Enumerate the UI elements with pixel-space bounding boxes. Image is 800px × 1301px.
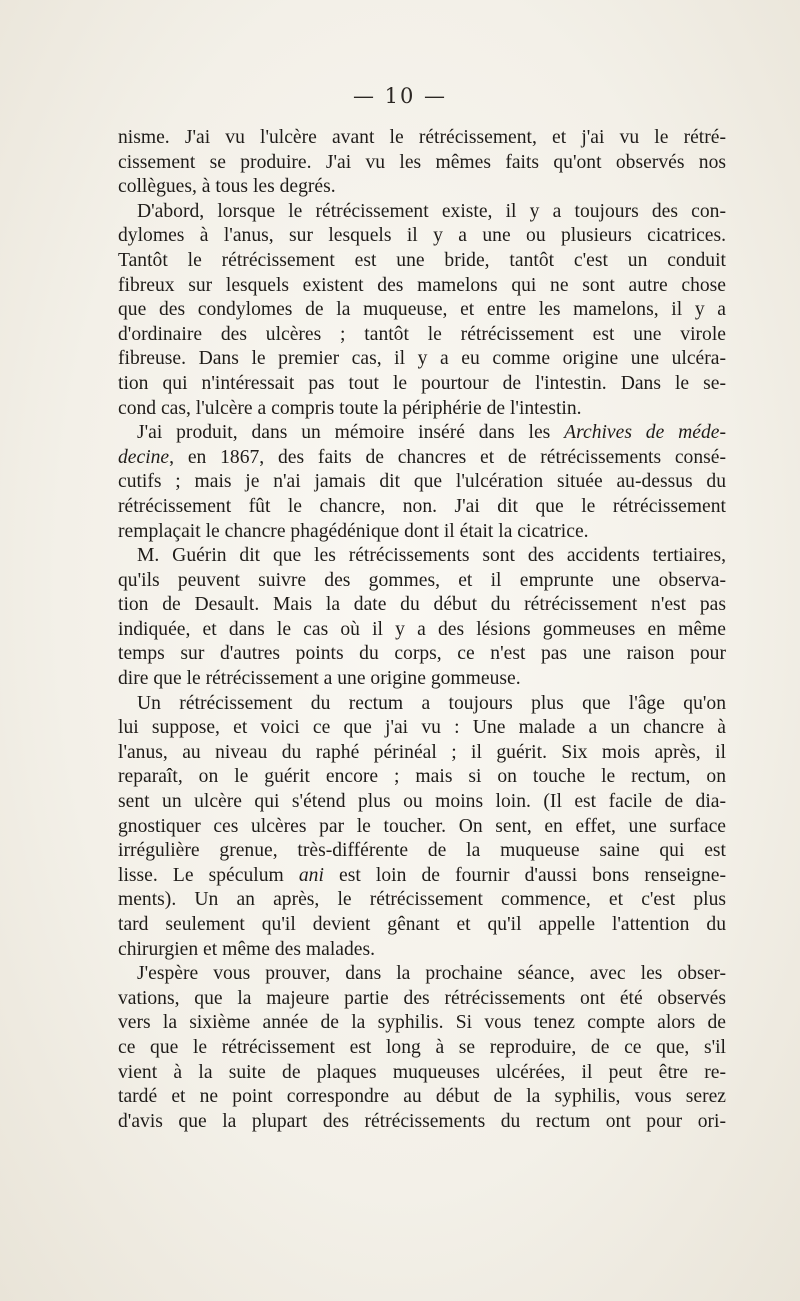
text-line: Tantôt le rétrécissement est une bride, tantôt c'est un conduit [118,249,726,271]
text-line: nisme. J'ai vu l'ulcère avant le rétrécissement, et j'ai vu le rétré- [118,127,726,148]
text-line: dylomes à l'anus, sur lesquels il y a une ou plusieurs cicatrices. [118,225,726,247]
text-line: lui suppose, et voici ce que j'ai vu : Une malade a un chancre à [118,717,726,739]
text-line: D'abord, lorsque le rétrécissement existe, il y a toujours des con- [137,200,726,222]
text-line: fibreuse. Dans le premier cas, il y a eu comme origine une ulcéra- [118,348,726,370]
body-text [118,126,726,1134]
text-line: vations, que la majeure partie des rétrécissements ont été observés [118,987,726,1009]
italic-term: ani [298,864,324,886]
italic-title: decine [118,446,170,468]
text-line: sent un ulcère qui s'étend plus ou moins loin. (Il est facile de dia- [118,791,726,813]
text-span: est loin de fournir d'aussi bons renseigne- [323,864,726,886]
text-line: cutifs ; mais je n'ai jamais dit que l'ulcération située au-dessus du [118,471,726,493]
text-line: Un rétrécissement du rectum a toujours plus que l'âge qu'on [137,692,726,714]
text-line: ments). Un an après, le rétrécissement commence, et c'est plus [118,889,726,911]
text-line: tard seulement qu'il devient gênant et qu'il appelle l'attention du [118,914,726,935]
text-line: tardé et ne point correspondre au début de la syphilis, vous serez [118,1086,726,1108]
italic-title: Archives de méde- [564,422,726,444]
text-line [118,421,726,446]
text-line: l'anus, au niveau du raphé périnéal ; il guérit. Six mois après, il [118,741,726,763]
text-line: collègues, à tous les degrés. [118,176,336,198]
text-line [118,864,726,889]
text-line: cissement se produire. J'ai vu les mêmes faits qu'ont observés nos [118,151,726,173]
text-line: dire que le rétrécissement a une origine gommeuse. [118,668,521,690]
text-line: rétrécissement fût le chancre, non. J'ai dit que le rétrécissement [118,495,726,517]
text-line: gnostiquer ces ulcères par le toucher. On sent, en effet, une surface [118,815,726,837]
text-span: , en 1867, des faits de chancres et de rétrécissements consé- [169,446,726,468]
text-line: J'espère vous prouver, dans la prochaine séance, avec les obser- [137,963,726,985]
text-line: temps sur d'autres points du corps, ce n'est pas une raison pour [118,643,726,665]
text-line: reparaît, on le guérit encore ; mais si on touche le rectum, on [118,766,726,788]
text-span: J'ai produit, dans un mémoire inséré dans les [137,422,565,444]
text-line: irrégulière grenue, très-différente de la muqueuse saine qui est [118,840,726,862]
text-line: que des condylomes de la muqueuse, et entre les mamelons, il y a [118,299,726,321]
text-line: M. Guérin dit que les rétrécissements sont des accidents tertiaires, [137,545,726,567]
text-line: chirurgien et même des malades. [118,938,375,960]
text-line: tion de Desault. Mais la date du début du rétrécissement n'est pas [118,594,726,616]
text-line: d'ordinaire des ulcères ; tantôt le rétrécissement est une virole [118,323,726,345]
page-number: — 10 — [352,84,448,108]
text-span: lisse. Le spéculum [118,864,299,886]
text-line: ce que le rétrécissement est long à se reproduire, de ce que, s'il [118,1036,726,1058]
text-line: fibreux sur lesquels existent des mamelons qui ne sont autre chose [118,274,726,296]
text-line: d'avis que la plupart des rétrécissements du rectum ont pour ori- [118,1110,726,1132]
text-line: tion qui n'intéressait pas tout le pourtour de l'intestin. Dans le se- [118,372,726,394]
text-line: cond cas, l'ulcère a compris toute la périphérie de l'intestin. [118,397,582,419]
text-line: remplaçait le chancre phagédénique dont il était la cicatrice. [118,520,589,542]
text-line: qu'ils peuvent suivre des gommes, et il emprunte une observa- [118,569,726,591]
text-line: vient à la suite de plaques muqueuses ulcérées, il peut être re- [118,1061,726,1083]
text-line: vers la sixième année de la syphilis. Si vous tenez compte alors de [118,1012,726,1034]
text-line: indiquée, et dans le cas où il y a des lésions gommeuses en même [118,618,726,640]
text-line [118,446,726,471]
